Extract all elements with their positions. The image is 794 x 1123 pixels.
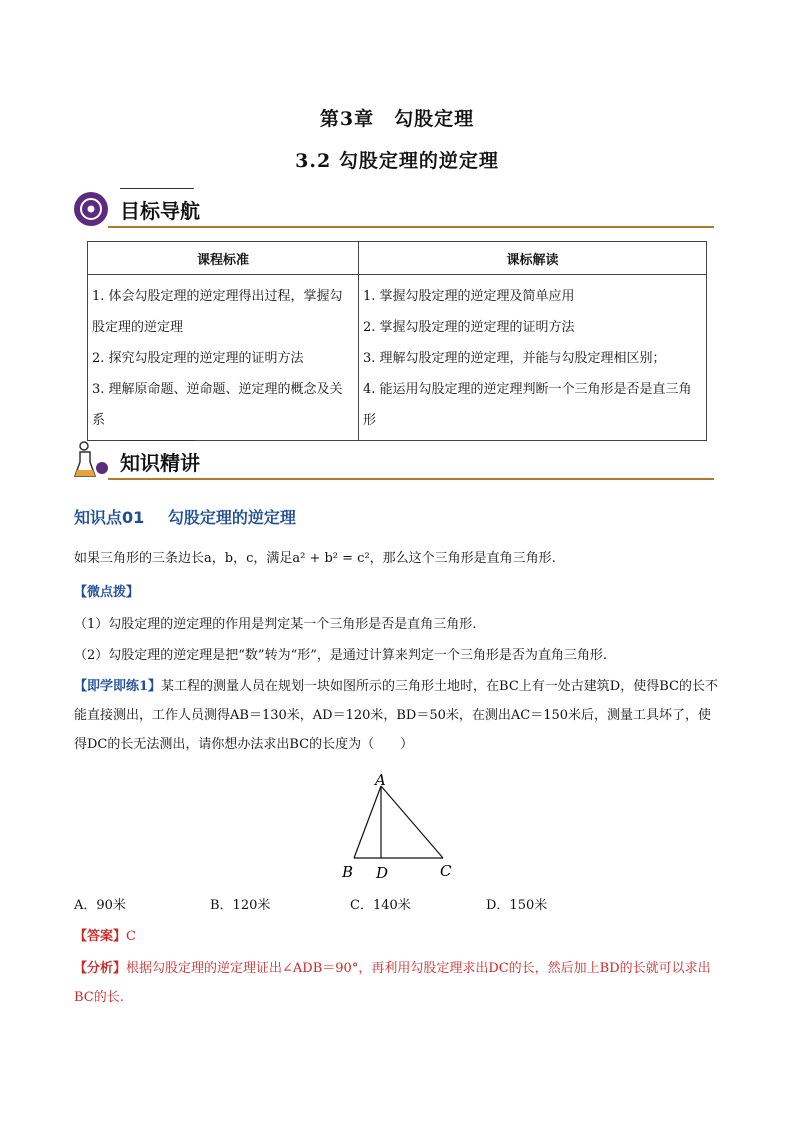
answer-label: 【答案】 [74, 929, 127, 944]
option-d[interactable]: D．150米 [486, 898, 548, 913]
goals-banner-title: 目标导航 [120, 199, 200, 223]
interpretation-cell [359, 275, 707, 441]
analysis-text: 根据勾股定理的逆定理证出∠ADB＝90°，再利用勾股定理求出DC的长，然后加上BD的长就可以求出BC的长. [74, 961, 711, 1005]
standard-item: 3. 理解原命题、逆命题、逆定理的概念及关系 [92, 382, 343, 428]
section-title: 3.2 勾股定理的逆定理 [295, 150, 499, 172]
banner-topline [120, 440, 194, 441]
knowledge-point-number: 知识点01 [74, 508, 145, 527]
knowledge-banner [74, 440, 714, 484]
banner-topline [120, 188, 194, 189]
vertex-d-label: D [376, 864, 389, 882]
knowledge-point-title: 勾股定理的逆定理 [167, 508, 296, 527]
flask-icon [74, 440, 110, 480]
option-b[interactable]: B．120米 [210, 898, 271, 913]
vertex-c-label: C [440, 862, 452, 880]
theorem-statement: 如果三角形的三条边长a，b，c，满足a² + b² = c²，那么这个三角形是直角三角形. [74, 551, 556, 566]
standard-item: 2. 探究勾股定理的逆定理的证明方法 [92, 351, 304, 366]
tip-item: （2）勾股定理的逆定理是把“数”转为“形”，是通过计算来判定一个三角形是否为直角三角形. [74, 648, 607, 663]
triangle-figure [336, 770, 466, 886]
goals-table [87, 241, 707, 441]
banner-underline [108, 478, 714, 480]
standards-cell [88, 275, 359, 441]
interpretation-item: 4. 能运用勾股定理的逆定理判断一个三角形是否是直三角形 [363, 382, 692, 428]
knowledge-banner-title: 知识精讲 [120, 451, 200, 475]
interpretation-item: 1. 掌握勾股定理的逆定理及简单应用 [363, 289, 575, 304]
interpretation-item: 2. 掌握勾股定理的逆定理的证明方法 [363, 320, 575, 335]
side-ac [381, 786, 443, 858]
tip-label: 【微点拨】 [74, 585, 140, 600]
goals-banner [74, 188, 714, 232]
exercise-label: 【即学即练1】 [74, 679, 162, 694]
option-c[interactable]: C．140米 [350, 898, 411, 913]
answer-line [74, 922, 724, 951]
exercise-block [74, 672, 724, 759]
chapter-title: 第3章 勾股定理 [319, 108, 475, 130]
exercise-text: 某工程的测量人员在规划一块如图所示的三角形土地时，在BC上有一处古建筑D，使得BC的长不能直接测出，工作人员测得AB＝130米，AD＝120米，BD＝50米，在测出AC＝150米后，测量工具坏了，使得DC的长无法测出，请你想办法求出BC的长度为（ ） [74, 679, 718, 752]
brain-gear-icon [74, 192, 108, 226]
tip-item: （1）勾股定理的逆定理的作用是判定某一个三角形是否是直角三角形. [74, 617, 477, 632]
standard-item: 1. 体会勾股定理的逆定理得出过程，掌握勾股定理的逆定理 [92, 289, 343, 335]
analysis-label: 【分析】 [74, 961, 127, 976]
banner-underline [108, 226, 714, 228]
vertex-a-label: A [375, 771, 386, 789]
side-ab [354, 786, 381, 858]
option-a[interactable]: A．90米 [74, 898, 126, 913]
analysis-block [74, 954, 724, 1012]
answer-value: C [126, 929, 136, 944]
interpretation-item: 3. 理解勾股定理的逆定理，并能与勾股定理相区别； [363, 351, 666, 366]
goals-header-standard: 课程标准 [88, 242, 359, 275]
vertex-b-label: B [342, 863, 354, 881]
knowledge-point-heading [74, 505, 296, 528]
goals-header-interpretation: 课标解读 [359, 242, 707, 275]
